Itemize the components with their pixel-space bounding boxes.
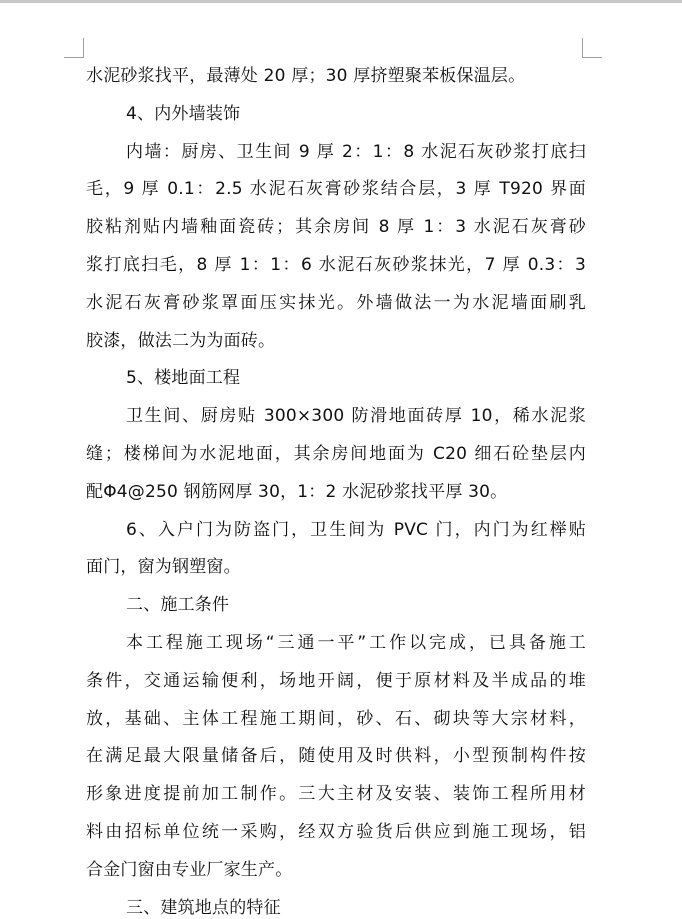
text-line: 4、内外墙装饰 bbox=[126, 103, 241, 124]
text-line: 5、楼地面工程 bbox=[126, 368, 241, 389]
document-body bbox=[86, 58, 586, 919]
text-line: 毛，9 厚 0.1：2.5 水泥石灰膏砂浆结合层，3 厚 T920 界面 bbox=[86, 179, 586, 200]
text-line: 本工程施工现场“三通一平”工作以完成，已具备施工 bbox=[126, 632, 586, 653]
text-line: 放，基础、主体工程施工期间，砂、石、砌块等大宗材料， bbox=[86, 708, 586, 729]
text-line: 面门，窗为钢塑窗。 bbox=[86, 557, 241, 578]
text-line: 三、建筑地点的特征 bbox=[126, 897, 281, 918]
text-line: 胶粘剂贴内墙釉面瓷砖；其余房间 8 厚 1：3 水泥石灰膏砂 bbox=[86, 217, 586, 238]
text-line: 配Φ4@250 钢筋网厚 30，1：2 水泥砂浆找平厚 30。 bbox=[86, 481, 508, 502]
text-line: 水泥砂浆找平，最薄处 20 厚；30 厚挤塑聚苯板保温层。 bbox=[86, 66, 526, 86]
text-line: 水泥石灰膏砂浆罩面压实抹光。外墙做法一为水泥墙面刷乳 bbox=[86, 292, 586, 313]
text-line: 二、施工条件 bbox=[126, 595, 230, 616]
text-line: 形象进度提前加工制作。三大主材及安装、装饰工程所用材 bbox=[86, 784, 586, 805]
text-line: 胶漆，做法二为为面砖。 bbox=[86, 330, 276, 351]
text-line: 合金门窗由专业厂家生产。 bbox=[86, 859, 293, 880]
text-line: 缝；楼梯间为水泥地面，其余房间地面为 C20 细石砼垫层内 bbox=[86, 443, 586, 464]
margin-corner-mark-left bbox=[64, 38, 84, 58]
text-line: 浆打底扫毛，8 厚 1：1：6 水泥石灰砂浆抹光，7 厚 0.3：3 bbox=[86, 254, 586, 275]
top-border bbox=[0, 0, 682, 3]
text-line: 料由招标单位统一采购，经双方验货后供应到施工现场，铝 bbox=[86, 821, 586, 842]
text-line: 卫生间、厨房贴 300×300 防滑地面砖厚 10，稀水泥浆 bbox=[126, 406, 586, 427]
margin-corner-mark-right bbox=[582, 38, 602, 58]
text-line: 条件，交通运输便利，场地开阔，便于原材料及半成品的堆 bbox=[86, 670, 586, 691]
text-line: 6、入户门为防盗门，卫生间为 PVC 门，内门为红榉贴 bbox=[126, 519, 586, 540]
text-line: 内墙：厨房、卫生间 9 厚 2：1：8 水泥石灰砂浆打底扫 bbox=[126, 141, 586, 162]
text-line: 在满足最大限量储备后，随使用及时供料，小型预制构件按 bbox=[86, 746, 586, 767]
